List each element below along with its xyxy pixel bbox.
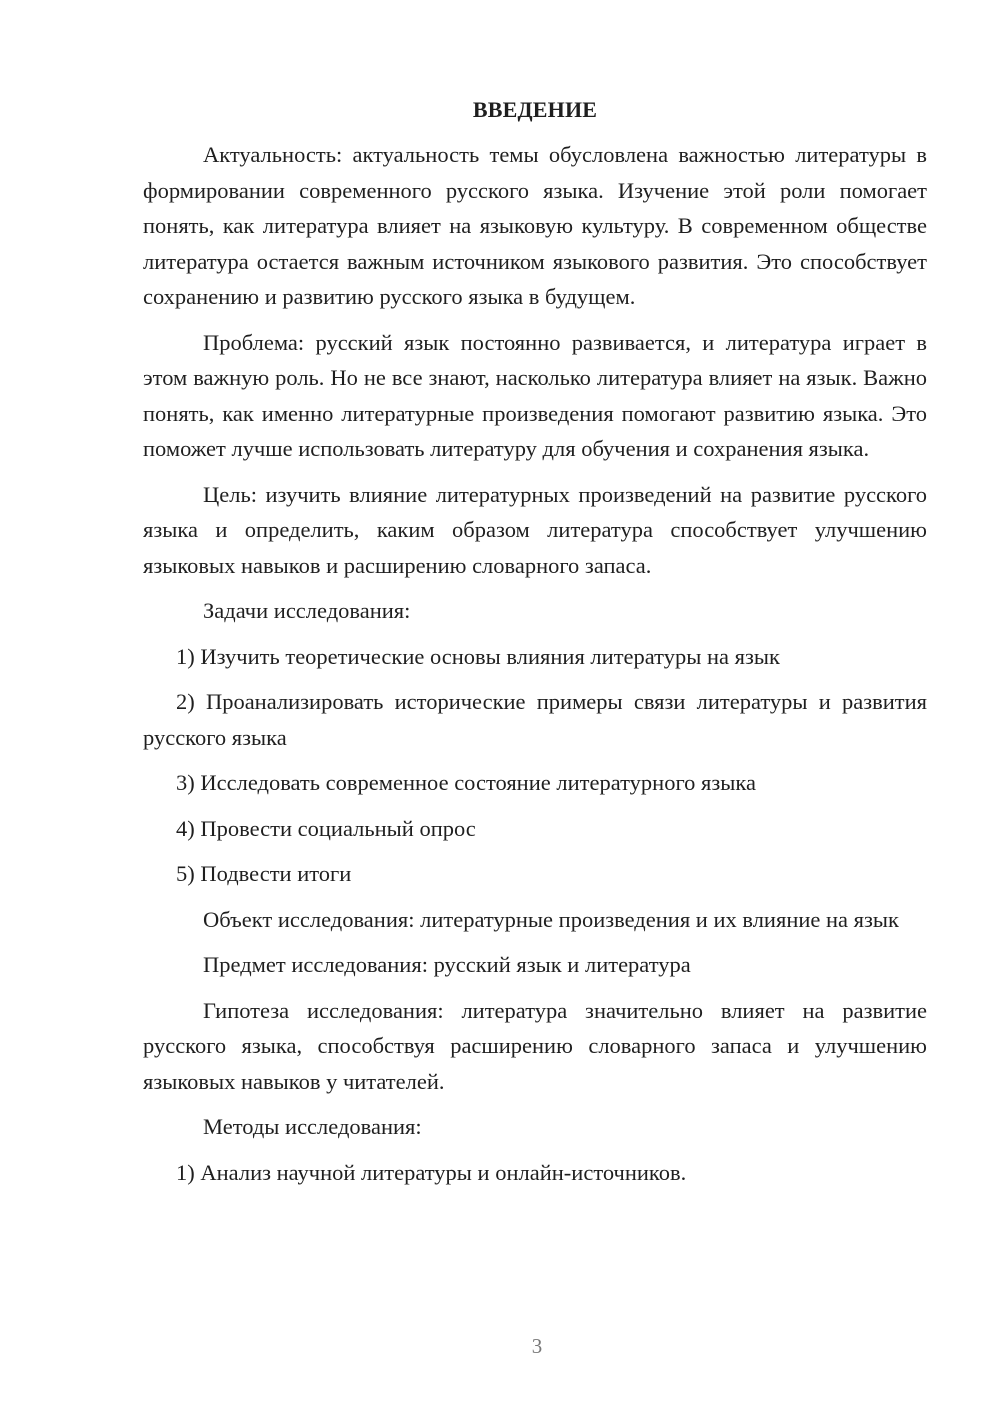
- hypothesis-paragraph: Гипотеза исследования: литература значительно влияет на развитие русского языка, способствуя расширению словарного запаса и улучшению языковых навыков у читателей.: [143, 997, 927, 1094]
- task-item: 4) Провести социальный опрос: [176, 815, 476, 841]
- page-content: [143, 95, 927, 1200]
- method-item: 1) Анализ научной литературы и онлайн-источников.: [176, 1159, 687, 1185]
- task-item: 5) Подвести итоги: [176, 861, 352, 886]
- subject-paragraph: Предмет исследования: русский язык и литература: [203, 952, 691, 977]
- relevance-paragraph: Актуальность: актуальность темы обусловлена важностью литературы в формировании современного русского языка. Изучение этой роли помогает понять, как литература влияет на языковую культуру. В современном обществе литература остается важным источником языкового развития. Это способствует сохранению и развитию русского языка в будущем.: [143, 142, 927, 309]
- object-paragraph: Объект исследования: литературные произведения и их влияние на язык: [203, 906, 899, 932]
- problem-paragraph: Проблема: русский язык постоянно развивается, и литература играет в этом важную роль. Но не все знают, насколько литература влияет на язык. Важно понять, как именно литературные произведения помогают развитию языка. Это поможет лучше использовать литературу для обучения и сохранения языка.: [143, 329, 927, 461]
- tasks-heading: Задачи исследования:: [203, 598, 411, 623]
- task-item: 1) Изучить теоретические основы влияния литературы на язык: [176, 643, 780, 669]
- task-item: 3) Исследовать современное состояние литературного языка: [176, 770, 756, 795]
- page-number: 3: [531, 1334, 543, 1358]
- goal-paragraph: Цель: изучить влияние литературных произведений на развитие русского языка и определить, каким образом литература способствует улучшению языковых навыков и расширению словарного запаса.: [143, 481, 927, 578]
- page-title: ВВЕДЕНИЕ: [472, 97, 598, 122]
- methods-heading: Методы исследования:: [203, 1114, 422, 1139]
- task-item: 2) Проанализировать исторические примеры связи литературы и развития русского языка: [143, 689, 927, 750]
